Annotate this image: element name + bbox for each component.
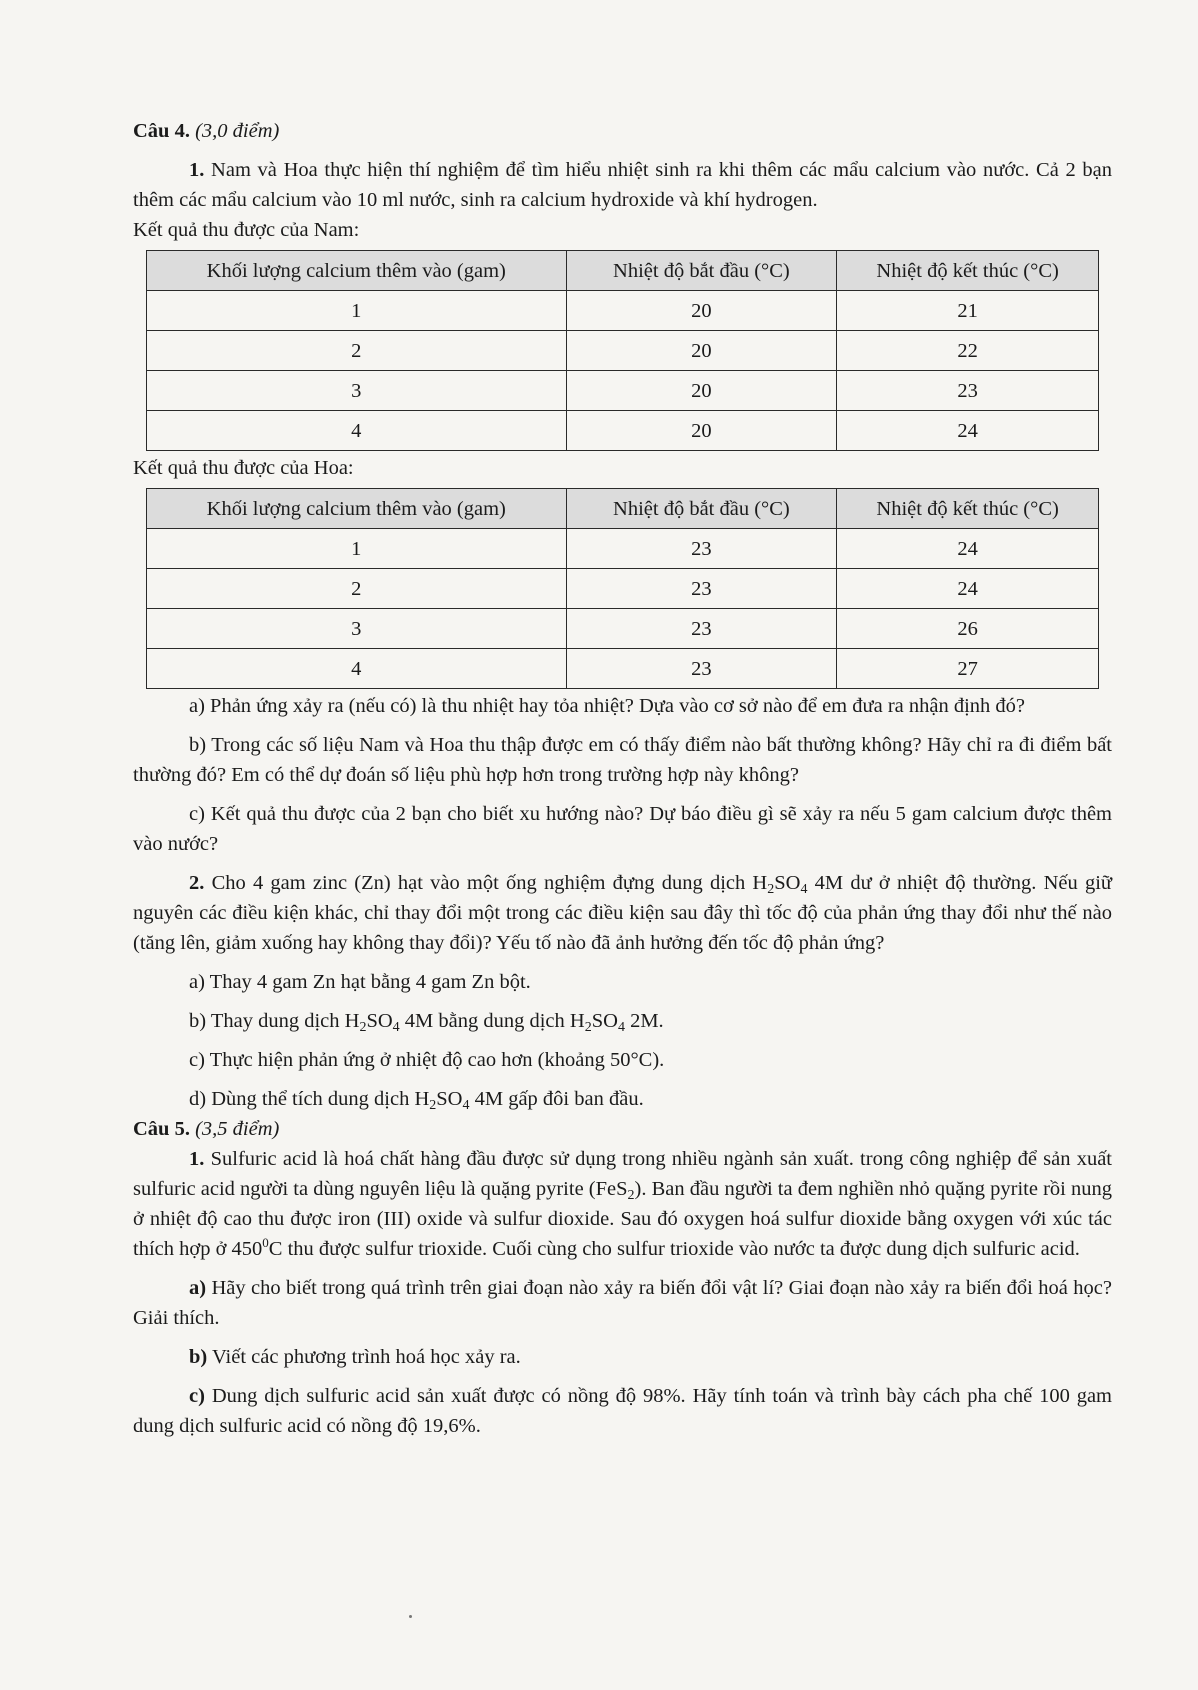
subscript: 2 [359,1020,367,1035]
table-header-row [147,251,1099,291]
cell-end-temp: 24 [837,529,1099,569]
text-run: Hãy cho biết trong quá trình trên giai đoạn nào xảy ra biến đổi vật lí? Giai đoạn nào xảy ra biến đổi hoá học? Giải thích. [133,1277,1112,1329]
table-row [147,569,1099,609]
cell-end-temp: 23 [837,371,1099,411]
cell-mass: 2 [147,569,567,609]
cell-end-temp: 24 [837,569,1099,609]
text-run: C thu được sulfur trioxide. Cuối cùng cho sulfur trioxide vào nước ta được dung dịch sulfuric acid. [268,1238,1080,1260]
q4-part2 [133,868,1112,958]
cell-end-temp: 26 [837,609,1099,649]
subscript: 2 [767,882,775,897]
cell-start-temp: 23 [566,609,837,649]
table-row [147,331,1099,371]
cell-start-temp: 20 [566,331,837,371]
subscript: 4 [392,1020,400,1035]
nam-results-table [146,250,1099,451]
cell-end-temp: 21 [837,291,1099,331]
q4-part2-b [133,1006,1112,1036]
text-run: ). Ban đầu người ta đem nghiền nhỏ quặng pyrite rồi nung ở nhiệt độ cao thu được iron (III) oxide và sulfur dioxide. Sau đó oxygen hoá sulfur dioxide bằng oxygen với xúc tác thích hợp ở 450 [133,1178,1112,1260]
text-run: b) Thay dung dịch H [189,1010,360,1032]
table-row [147,609,1099,649]
cell-mass: 2 [147,331,567,371]
header-start-temp: Nhiệt độ bắt đầu (°C) [566,489,837,529]
table-row [147,529,1099,569]
question-label: b) [189,1346,208,1368]
cell-end-temp: 22 [837,331,1099,371]
q5-part1 [133,1144,1112,1264]
subscript: 4 [617,1020,625,1035]
q4-part2-d [133,1084,1112,1114]
q5-points: (3,5 điểm) [195,1118,280,1140]
text-run: Dung dịch sulfuric acid sản xuất được có nồng độ 98%. Hãy tính toán và trình bày cách pha chế 100 gam dung dịch sulfuric acid có nồng độ 19,6%. [133,1385,1112,1437]
header-end-temp: Nhiệt độ kết thúc (°C) [837,251,1099,291]
text-run: SO [591,1010,618,1032]
cell-end-temp: 24 [837,411,1099,451]
text-run: 4M dư ở nhiệt độ thường. Nếu giữ nguyên các điều kiện khác, chỉ thay đổi một trong các điều kiện sau đây thì tốc độ của phản ứng thay đổi như thế nào (tăng lên, giảm xuống hay không thay đổi)? Yếu tố nào đã ảnh hưởng đến tốc độ phản ứng? [133,872,1112,954]
cell-mass: 3 [147,371,567,411]
superscript: 0 [262,1235,269,1250]
nam-table-title: Kết quả thu được của Nam: [133,219,360,241]
q5-question-a [133,1273,1112,1333]
question-label: a) [189,1277,207,1299]
text-run: 4M gấp đôi ban đầu. [469,1088,644,1110]
text-run: 2M. [624,1010,664,1032]
table-header-row [147,489,1099,529]
text-run: Sulfuric acid là hoá chất hàng đầu được sử dụng trong nhiều ngành sản xuất. trong công nghiệp để sản xuất sulfuric acid người ta dùng nguyên liệu là quặng pyrite (FeS [133,1148,1113,1200]
header-mass: Khối lượng calcium thêm vào (gam) [147,489,567,529]
q5-label: Câu 5. [133,1118,190,1140]
subscript: 2 [584,1020,592,1035]
question-label: c) [189,1385,205,1407]
cell-start-temp: 23 [566,569,837,609]
text-run: Cho 4 gam zinc (Zn) hạt vào một ống nghiệm đựng dung dịch H [211,872,768,894]
q5-question-b [133,1342,1112,1372]
subscript: 2 [429,1098,437,1113]
subscript: 4 [462,1098,470,1113]
q4-part2-a: a) Thay 4 gam Zn hạt bằng 4 gam Zn bột. [189,971,531,993]
cell-mass: 4 [147,411,567,451]
q4-part1-number: 1. [189,159,205,181]
cell-start-temp: 23 [566,649,837,689]
cell-mass: 1 [147,529,567,569]
q4-question-a: a) Phản ứng xảy ra (nếu có) là thu nhiệt hay tỏa nhiệt? Dựa vào cơ sở nào để em đưa ra nhận định đó? [189,695,1026,717]
text-run: Viết các phương trình hoá học xảy ra. [207,1346,521,1368]
cell-mass: 3 [147,609,567,649]
header-mass: Khối lượng calcium thêm vào (gam) [147,251,567,291]
header-end-temp: Nhiệt độ kết thúc (°C) [837,489,1099,529]
scan-speck [409,1615,412,1618]
q4-part1 [133,155,1112,215]
q5-heading [133,1114,1112,1144]
q4-heading [133,116,1112,146]
text-run: SO [366,1010,393,1032]
table-row [147,371,1099,411]
table-row [147,649,1099,689]
text-run: d) Dùng thể tích dung dịch H [189,1088,430,1110]
table-row [147,291,1099,331]
table-row [147,411,1099,451]
hoa-results-table [146,488,1099,689]
cell-mass: 4 [147,649,567,689]
header-start-temp: Nhiệt độ bắt đầu (°C) [566,251,837,291]
hoa-table-title: Kết quả thu được của Hoa: [133,457,354,479]
q4-label: Câu 4. [133,120,190,142]
q5-question-c [133,1381,1112,1441]
q4-points: (3,0 điểm) [195,120,280,142]
subscript: 4 [800,882,808,897]
cell-start-temp: 20 [566,411,837,451]
q4-part1-text: Nam và Hoa thực hiện thí nghiệm để tìm hiểu nhiệt sinh ra khi thêm các mẩu calcium vào nước. Cả 2 bạn thêm các mẩu calcium vào 10 ml nước, sinh ra calcium hydroxide và khí hydrogen. [133,159,1112,211]
cell-mass: 1 [147,291,567,331]
text-run: SO [774,872,801,894]
cell-start-temp: 20 [566,371,837,411]
q4-part2-c: c) Thực hiện phản ứng ở nhiệt độ cao hơn (khoảng 50°C). [189,1049,665,1071]
cell-end-temp: 27 [837,649,1099,689]
cell-start-temp: 23 [566,529,837,569]
cell-start-temp: 20 [566,291,837,331]
subscript: 2 [627,1188,635,1203]
q5-part1-number: 1. [189,1148,205,1170]
q4-question-c: c) Kết quả thu được của 2 bạn cho biết xu hướng nào? Dự báo điều gì sẽ xảy ra nếu 5 gam calcium được thêm vào nước? [133,803,1112,855]
text-run: SO [436,1088,463,1110]
q4-part2-number: 2. [189,872,205,894]
text-run: 4M bằng dung dịch H [399,1010,585,1032]
q4-question-b: b) Trong các số liệu Nam và Hoa thu thập được em có thấy điểm nào bất thường không? Hãy chỉ ra đi điểm bất thường đó? Em có thể dự đoán số liệu phù hợp hơn trong trường hợp này không? [133,734,1112,786]
